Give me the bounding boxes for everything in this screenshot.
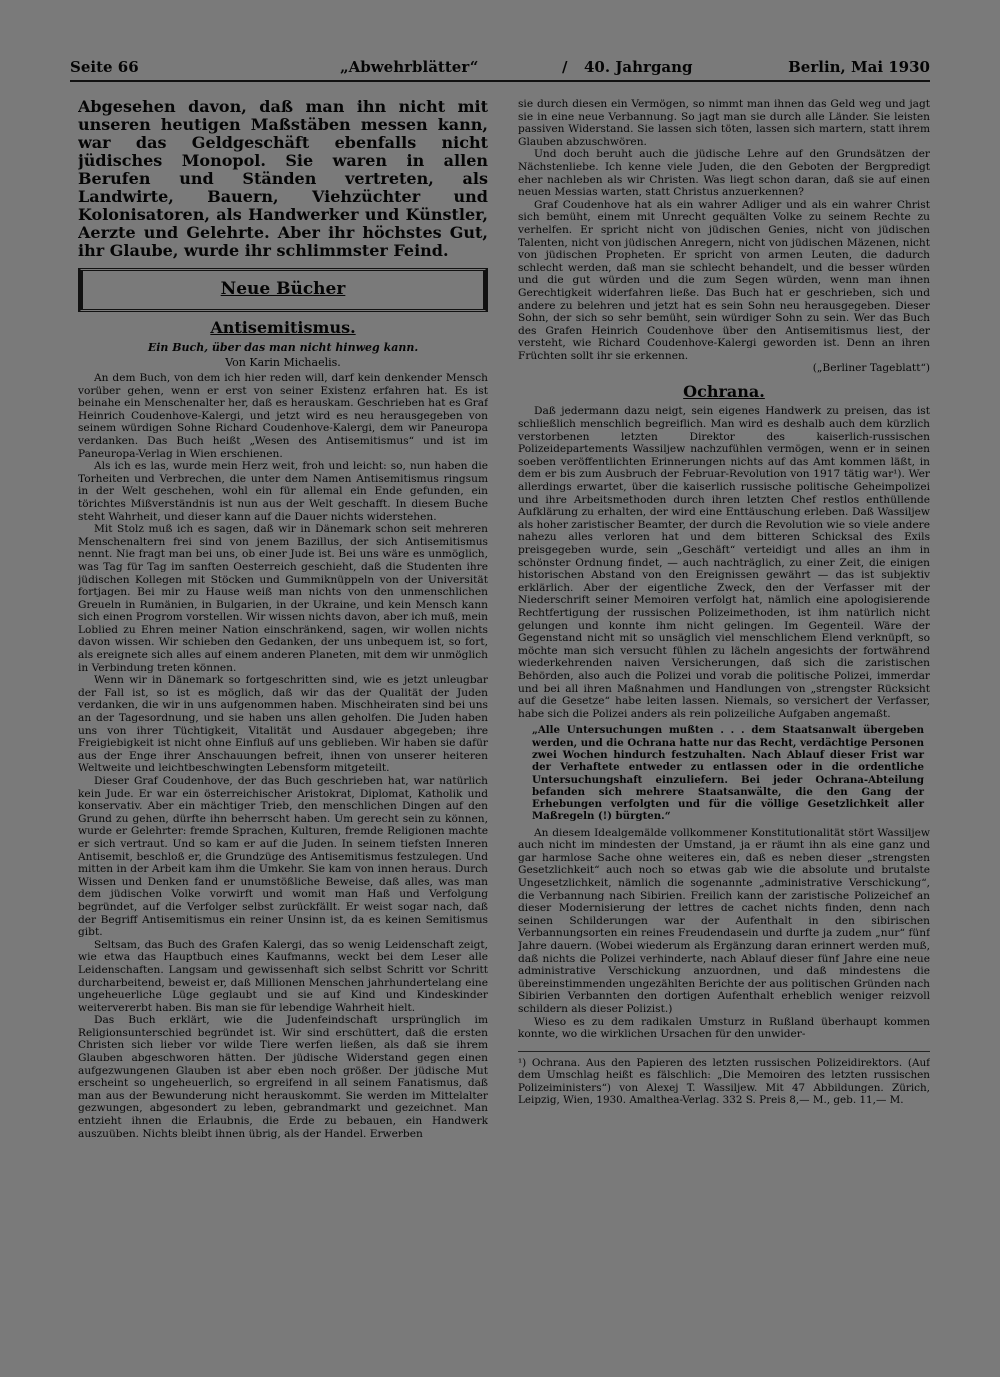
header-separator: /	[562, 58, 568, 76]
paragraph: Daß jedermann dazu neigt, sein eigenes Handwerk zu preisen, das ist schließlich menschlich begreiflich. Man wird es deshalb auch dem kürzlich verstorbenen letzten Direktor des kaiserlich-russischen Polizeidepartements Wassiljew nachzufühlen vermögen, wenn er in seinen soeben veröffentlichten Erinnerungen nichts auf das Amt kommen läßt, in dem er bis zum Ausbruch der Februar-Revolution von 1917 tätig war¹). Wer allerdings erwartet, über die kaiserlich russische politische Geheimpolizei und ihre Arbeitsmethoden durch ihren letzten Chef restlos enthüllende Aufklärung zu erhalten, der wird eine Enttäuschung erleben. Daß Wassiljew als hoher zaristischer Beamter, der durch die Revolution wie so viele andere nahezu alles verloren hat und dem bitteren Schicksal des Exils preisgegeben wurde, sein „Geschäft“ verteidigt und alles an ihm in schönster Ordnung findet, — auch nachträglich, zu einer Zeit, die einigen historischen Abstand von den Ereignissen gewährt — das ist subjektiv erklärlich. Aber der eigentliche Zweck, den der Verfasser mit der Niederschrift seiner Memoiren verfolgt hat, nämlich eine apologisierende Rechtfertigung der russischen Polizeimethoden, ist ihm natürlich nicht gelungen und konnte ihm nicht gelingen. Im Gegenteil. Wäre der Gegenstand nicht mit so unsäglich viel menschlichem Elend verknüpft, so möchte man sich versucht fühlen zu lächeln angesichts der fortwährend wiederkehrenden naiven Versicherungen, daß sich die zaristischen Behörden, also auch die Polizei und vorab die politische Polizei, immerdar und bei all ihren Maßnahmen und Handlungen von „strengster Rücksicht auf die Gesetze“ habe leiten lassen. Niemals, so versichert der Verfasser, habe sich die Polizei anders als rein polizeiliche Aufgaben angemaßt.	[518, 405, 930, 720]
journal-name: „Abwehrblätter“	[340, 58, 479, 76]
paragraph: Das Buch erklärt, wie die Judenfeindschaft ursprünglich im Religionsunterschied begründet ist. Wir sind erschüttert, daß die ersten Christen sich lieber vor wilde Tiere werfen ließen, als daß sie ihrem Glauben abgeschworen hätten. Der jüdische Widerstand gegen einen aufgezwungenen Glauben ist aber eben noch größer. Der jüdische Mut erscheint so ungeheuerlich, so ergreifend in all seinem Fanatismus, daß man aus der Bewunderung nicht herauskommt. Sie werden im Mittelalter gezwungen, abgesondert zu leben, gebrandmarkt und gezeichnet. Man entzieht ihnen die Erlaubnis, die Erde zu bebauen, ein Handwerk auszuüben. Nichts bleibt ihnen übrig, als der Handel. Erwerben	[78, 1014, 488, 1140]
paragraph: An diesem Idealgemälde vollkommener Konstitutionalität stört Wassiljew auch nicht im mindesten der Umstand, ja er räumt ihn als eine ganz und gar harmlose Sache ohne weiteres ein, daß es neben dieser „strengsten Gesetzlichkeit“ auch noch so etwas gab wie die absolute und brutalste Ungesetzlichkeit, nämlich die sogenannte „administrative Verschickung“, die Verbannung nach Sibirien. Freilich kann der zaristische Polizeichef an dieser Modernisierung der lettres de cachet nichts finden, denn nach seinen Schilderungen war der Aufenthalt in den sibirischen Verbannungsorten ein reines Freudendasein und durfte ja zudem „nur“ fünf Jahre dauern. (Wobei wiederum als Ergänzung daran erinnert werden muß, daß nichts die Polizei verhinderte, nach Ablauf dieser fünf Jahre eine neue administrative Verschickung anzuordnen, und daß mindestens die übereinstimmenden ungezählten Berichte der aus politischen Gründen nach Sibirien Verbannten den dortigen Aufenthalt erheblich weniger reizvoll schildern als dieser Polizist.)	[518, 826, 930, 1015]
volume: 40. Jahrgang	[584, 58, 693, 76]
lead-paragraph: Abgesehen davon, daß man ihn nicht mit unseren heutigen Maßstäben messen kann, war das Geldgeschäft ebenfalls nicht jüdisches Monopol. Sie waren in allen Berufen und Ständen vertreten, als Landwirte, Bauern, Viehzüchter und Kolonisatoren, als Handwerker und Künstler, Aerzte und Gelehrte. Aber ihr höchstes Gut, ihr Glaube, wurde ihr schlimmster Feind.	[78, 98, 488, 260]
paragraph: Als ich es las, wurde mein Herz weit, froh und leicht: so, nun haben die Torheiten und Verbrechen, die unter dem Namen Antisemitismus ringsum in der Welt geschehen, wohl ein für allemal ein Ende gefunden, ein törichtes Mißverständnis ist nun aus der Welt geschafft. In diesem Buche steht Wahrheit, und dieser kann auf die Dauer nichts widerstehen.	[78, 460, 488, 523]
page-header	[70, 58, 930, 80]
page-number: Seite 66	[70, 58, 139, 76]
article1-subtitle: Ein Buch, über das man nicht hinweg kann.	[147, 341, 419, 354]
section-title: Neue Bücher	[220, 279, 346, 299]
paragraph: Seltsam, das Buch des Grafen Kalergi, das so wenig Leidenschaft zeigt, wie etwa das Hauptbuch eines Kaufmanns, weckt bei dem Leser alle Leidenschaften. Langsam und gewissenhaft sich selbst Schritt vor Schritt durcharbeitend, beweist er, daß Millionen Menschen jahrhundertelang eine ungeheuerliche Lüge geglaubt und sie auf Kind und Kindeskinder weitervererbt haben. Bis man sie für lebendige Wahrheit hielt.	[78, 938, 488, 1014]
right-column	[518, 98, 930, 1308]
paragraph: Wenn wir in Dänemark so fortgeschritten sind, wie es jetzt unleugbar der Fall ist, so ist es möglich, daß wir das der Qualität der Juden verdanken, die wir in uns aufgenommen haben. Mischheiraten sind bei uns an der Tagesordnung, und sie haben uns allen geholfen. Die Juden haben uns von ihrer Tüchtigkeit, Vitalität und Ausdauer abgegeben; ihre Freigiebigkeit ist nicht ohne Einfluß auf uns geblieben. Wir haben sie dafür aus der Enge ihrer Anschauungen befreit, ihnen von unserer heiteren Weltweite und leichtbeschwingten Lebensform mitgeteilt.	[78, 674, 488, 775]
block-quote: „Alle Untersuchungen mußten . . . dem Staatsanwalt übergeben werden, und die Ochrana hatte nur das Recht, verdächtige Personen zwei Wochen hindurch festzuhalten. Nach Ablauf dieser Frist war der Verhaftete entweder zu entlassen oder in die ordentliche Untersuchungshaft einzuliefern. Bei jeder Ochrana-Abteilung befanden sich mehrere Staatsanwälte, die den Gang der Erhebungen verfolgten und für die völlige Gesetzlichkeit aller Maßregeln (!) bürgten.“	[532, 724, 924, 823]
article2-title: Ochrana.	[683, 382, 765, 402]
section-box	[78, 268, 488, 312]
article1-author: Von Karin Michaelis.	[225, 356, 341, 369]
paragraph: Wieso es zu dem radikalen Umsturz in Rußland überhaupt kommen konnte, wo die wirklichen Ursachen für den unwider-	[518, 1015, 930, 1041]
paragraph: Mit Stolz muß ich es sagen, daß wir in Dänemark schon seit mehreren Menschenaltern frei sind von jenem Bazillus, der sich Antisemitismus nennt. Nie fragt man bei uns, ob einer Jude ist. Bei uns wäre es unmöglich, was Tag für Tag im sanften Oesterreich geschieht, daß die Studenten ihre jüdischen Kollegen mit Stöcken und Gummiknüppeln von der Universität fortjagen. Bei mir zu Hause weiß man nichts von den unmenschlichen Greueln in Rumänien, in Bulgarien, in der Ukraine, und kein Mensch kann sich einen Progrom vorstellen. Wir wissen nichts davon, aber ich muß, mein Loblied zu Ehren meiner Nation einschränkend, sagen, wir wollen nichts davon wissen. Wir schieben den Gedanken, der uns unbequem ist, so fort, als ereignete sich alles auf einem anderen Planeten, mit dem wir unmöglich in Verbindung treten können.	[78, 523, 488, 674]
header-rule	[70, 80, 930, 82]
paragraph: Dieser Graf Coudenhove, der das Buch geschrieben hat, war natürlich kein Jude. Er war ein österreichischer Aristokrat, Diplomat, Katholik und konservativ. Aber ein mächtiger Trieb, den menschlichen Dingen auf den Grund zu gehen, dürfte ihn beherrscht haben. Um gerecht sein zu können, wurde er Gelehrter: fremde Sprachen, Kulturen, fremde Religionen machte er sich vertraut. Und so kam er auf die Juden. In seinem tiefsten Inneren Antisemit, beschloß er, die Grundzüge des Antisemitismus festzulegen. Und mitten in der Arbeit kam ihm die Umkehr. Sie kam von innen heraus. Durch Wissen und Denken fand er unumstößliche Beweise, daß alles, was man dem jüdischen Volke vorwirft und womit man Haß und Verfolgung begründet, auf die Verfolger selbst zurückfällt. Er weist sogar nach, daß der Begriff Antisemitismus ein reiner Unsinn ist, da es keinen Semitismus gibt.	[78, 775, 488, 939]
place-date: Berlin, Mai 1930	[788, 58, 930, 76]
paragraph: Graf Coudenhove hat als ein wahrer Adliger und als ein wahrer Christ sich bemüht, einem mit Unrecht gequälten Volke zu seinem Rechte zu verhelfen. Er spricht nicht von jüdischen Genies, nicht von jüdischen Talenten, nicht von jüdischen Anregern, nicht von jüdischen Mäzenen, nicht von jüdischen Propheten. Er spricht von armen Leuten, die dadurch schlecht werden, daß man sie schlecht behandelt, und die besser würden und die gut würden und die zum Segen würden, wenn man ihnen Gerechtigkeit widerfahren ließe. Das Buch hat er geschrieben, sich und andere zu belehren und jetzt hat es sein Sohn neu herausgegeben. Dieser Sohn, der sich so sehr bemüht, sein würdiger Sohn zu sein. Wer das Buch des Grafen Heinrich Coudenhove über den Antisemitismus liest, der versteht, wie Richard Coudenhove-Kalergi geworden ist. Denn an ihren Früchten sollt ihr sie erkennen.	[518, 198, 930, 362]
left-column	[78, 98, 488, 1298]
article1-title: Antisemitismus.	[210, 318, 356, 337]
article1-source: („Berliner Tageblatt“)	[812, 362, 930, 375]
paragraph: sie durch diesen ein Vermögen, so nimmt man ihnen das Geld weg und jagt sie in eine neue Verbannung. So jagt man sie durch alle Länder. Sie leisten passiven Widerstand. Sie lassen sich töten, lassen sich martern, statt ihrem Glauben abzuschwören.	[518, 98, 930, 148]
paragraph: Und doch beruht auch die jüdische Lehre auf den Grundsätzen der Nächstenliebe. Ich kenne viele Juden, die den Geboten der Bergpredigt eher nachleben als wir Christen. Was liegt schon daran, daß sie auf einen neuen Messias warten, statt Christus anzuerkennen?	[518, 148, 930, 199]
paragraph: An dem Buch, von dem ich hier reden will, darf kein denkender Mensch vorüber gehen, wenn er erst von seiner Existenz erfahren hat. Es ist beinahe ein Menschenalter her, daß es herauskam. Geschrieben hat es Graf Heinrich Coudenhove-Kalergi, und jetzt wird es neu herausgegeben von seinem würdigen Sohne Richard Coudenhove-Kalergi, dem wir Paneuropa verdanken. Das Buch heißt „Wesen des Antisemitismus“ und ist im Paneuropa-Verlag in Wien erschienen.	[78, 372, 488, 460]
footnote: ¹) Ochrana. Aus den Papieren des letzten russischen Polizeidirektors. (Auf dem Umschlag heißt es fälschlich: „Die Memoiren des letzten russischen Polizeiministers“) von Alexej T. Wassiljew. Mit 47 Abbildungen. Zürich, Leipzig, Wien, 1930. Amalthea-Verlag. 332 S. Preis 8,— M., geb. 11,— M.	[518, 1051, 930, 1107]
